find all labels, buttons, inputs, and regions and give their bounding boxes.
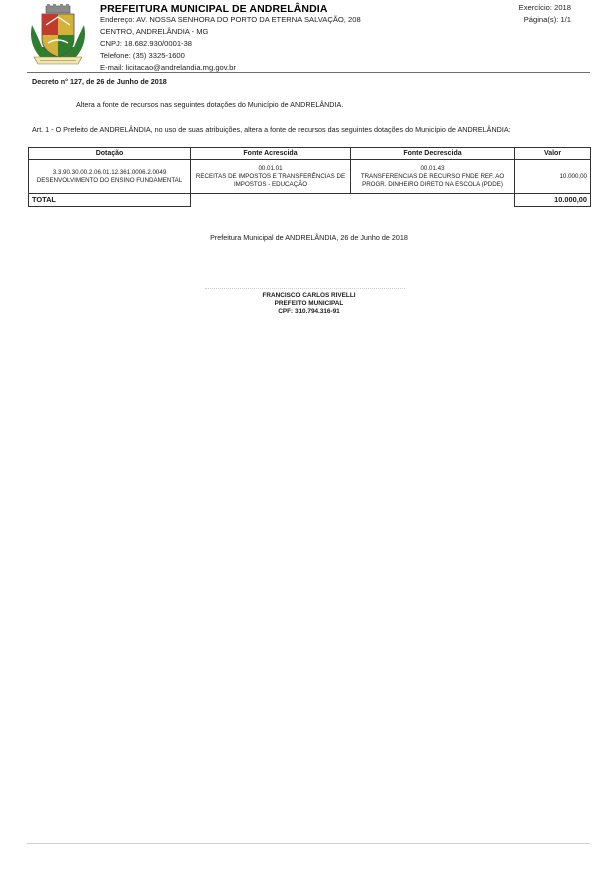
column-header-valor: Valor bbox=[515, 148, 591, 160]
table-row bbox=[29, 160, 591, 194]
cell-dotacao bbox=[29, 160, 191, 194]
signer-name: FRANCISCO CARLOS RIVELLI bbox=[262, 292, 356, 299]
cell-valor: 10.000,00 bbox=[515, 160, 591, 194]
crest-crown bbox=[46, 4, 70, 13]
signer-role: PREFEITO MUNICIPAL bbox=[274, 300, 344, 308]
footer-divider bbox=[27, 843, 590, 844]
exercise-year: Exercício: 2018 bbox=[518, 3, 571, 12]
org-cnpj: CNPJ: 18.682.930/0001-38 bbox=[100, 39, 193, 48]
municipal-coat-of-arms-icon bbox=[26, 3, 90, 67]
total-value: 10.000,00 bbox=[515, 194, 591, 207]
column-header-dotacao: Dotação bbox=[29, 148, 191, 160]
column-header-fonte-decrescida: Fonte Decrescida bbox=[351, 148, 515, 160]
signer-cpf: CPF: 310.794.316-91 bbox=[278, 308, 340, 316]
decrescida-description: TRANSFERENCIAS DE RECURSO FNDE REF. AO PROGR. DINHEIRO DIRETO NA ESCOLA (PDDE) bbox=[360, 172, 505, 188]
decree-summary: Altera a fonte de recursos nas seguintes dotações do Município de ANDRELÂNDIA. bbox=[76, 100, 344, 109]
total-spacer bbox=[351, 194, 515, 207]
table-header-row bbox=[29, 148, 591, 160]
acrescida-description: RECEITAS DE IMPOSTOS E TRANSFERÊNCIAS DE IMPOSTOS - EDUCAÇÃO bbox=[195, 172, 346, 188]
page-count: Página(s): 1/1 bbox=[523, 15, 571, 24]
allocations-table bbox=[28, 147, 591, 207]
dotacao-code: 3.3.90.30.00.2.06.01.12.361.0006.2.0049 bbox=[52, 168, 167, 176]
signature-block bbox=[205, 292, 413, 317]
dotacao-description: DESENVOLVIMENTO DO ENSINO FUNDAMENTAL bbox=[36, 176, 183, 184]
column-header-fonte-acrescida: Fonte Acrescida bbox=[191, 148, 351, 160]
table-total-row bbox=[29, 194, 591, 207]
decree-title: Decreto n° 127, de 26 de Junho de 2018 bbox=[32, 77, 167, 86]
org-district: CENTRO, ANDRELÂNDIA - MG bbox=[100, 27, 209, 36]
signature-line bbox=[205, 288, 405, 289]
decree-article: Art. 1 - O Prefeito de ANDRELÂNDIA, no uso de suas atribuições, altera a fonte de recursos das seguintes dotações do Município de ANDRELÂNDIA: bbox=[32, 125, 511, 134]
org-address: Endereço: AV. NOSSA SENHORA DO PORTO DA ETERNA SALVAÇÃO, 208 bbox=[100, 15, 361, 24]
org-email: E-mail: licitacao@andrelandia.mg.gov.br bbox=[100, 63, 236, 72]
decrescida-code: 00.01.43 bbox=[420, 164, 445, 172]
total-spacer bbox=[191, 194, 351, 207]
place-and-date: Prefeitura Municipal de ANDRELÂNDIA, 26 de Junho de 2018 bbox=[210, 233, 408, 242]
header-divider bbox=[27, 72, 590, 73]
acrescida-code: 00.01.01 bbox=[258, 164, 283, 172]
org-phone: Telefone: (35) 3325-1600 bbox=[100, 51, 185, 60]
total-label: TOTAL bbox=[29, 194, 191, 207]
org-name: PREFEITURA MUNICIPAL DE ANDRELÂNDIA bbox=[100, 3, 328, 15]
cell-fonte-acrescida bbox=[191, 160, 351, 194]
cell-fonte-decrescida bbox=[351, 160, 515, 194]
